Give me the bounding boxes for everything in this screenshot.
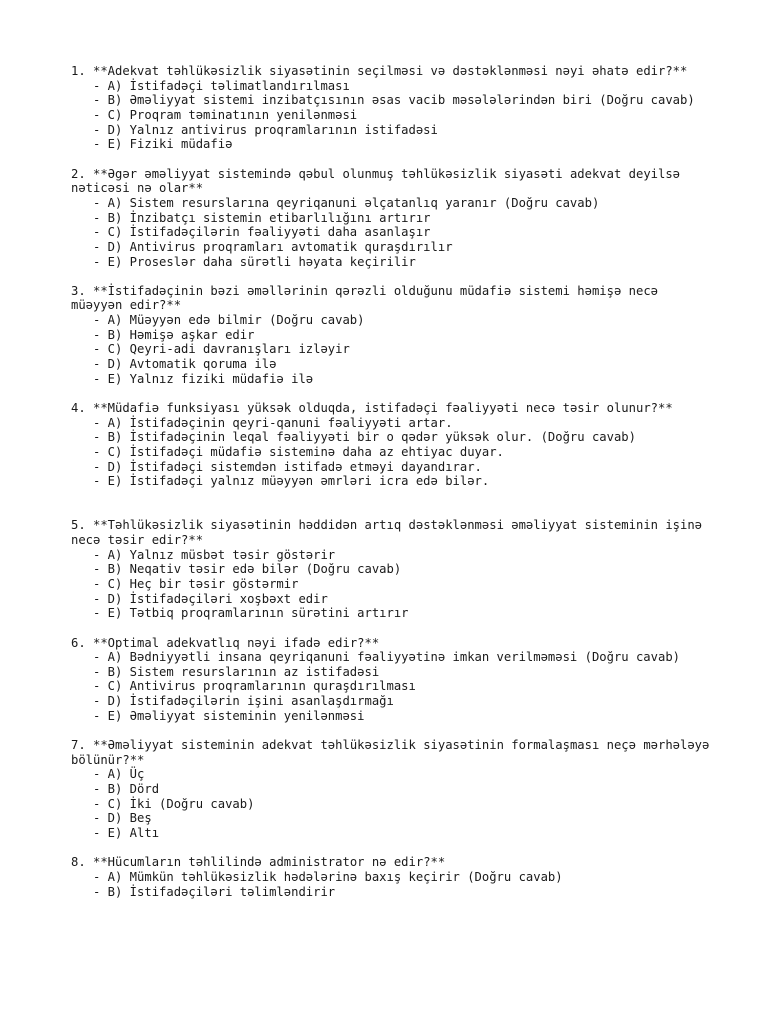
answer-option: - C) Qeyri-adi davranışları izləyir (93, 342, 350, 357)
answer-option: - C) İki (Doğru cavab) (93, 796, 255, 811)
question-title: 5. **Təhlükəsizlik siyasətinin həddidən artıq dəstəklənməsi əməliyyat sisteminin işinə necə təsir edir?** (71, 518, 703, 547)
question-2 (71, 167, 711, 270)
answer-option: - C) Antivirus proqramlarının quraşdırılması (93, 679, 416, 694)
answer-option: - D) İstifadəçilərin işini asanlaşdırmağı (93, 694, 394, 709)
question-7 (71, 738, 711, 841)
question-8 (71, 855, 711, 899)
question-4 (71, 401, 711, 489)
answer-option: - B) Həmişə aşkar edir (93, 327, 255, 342)
answer-option: - E) Yalnız fiziki müdafiə ilə (93, 371, 314, 386)
answer-option: - A) Yalnız müsbət təsir göstərir (93, 547, 336, 562)
answer-option: - C) İstifadəçilərin fəaliyyəti daha asanlaşır (93, 225, 431, 240)
answer-option: - D) Avtomatik qoruma ilə (93, 357, 277, 372)
answer-option: - A) Üç (93, 767, 145, 782)
question-title: 3. **İstifadəçinin bəzi əməllərinin qərəzli olduğunu müdafiə sistemi həmişə necə müəyyən edir?** (71, 283, 658, 313)
question-title: 7. **Əməliyyat sisteminin adekvat təhlükəsizlik siyasətinin formalaşması neçə mərhələyə bölünür?** (71, 738, 710, 767)
answer-option: - B) Neqativ təsir edə bilər (Doğru cavab) (93, 562, 402, 577)
answer-option: - B) İnzibatçı sistemin etibarlılığını artırır (93, 210, 431, 225)
answer-option: - E) Tətbiq proqramlarının sürətini artırır (93, 606, 409, 621)
answer-option: - D) Antivirus proqramları avtomatik quraşdırılır (93, 239, 453, 254)
answer-option: - B) İstifadəçinin leqal fəaliyyəti bir o qədər yüksək olur. (Doğru cavab) (93, 430, 636, 445)
question-1 (71, 64, 711, 152)
question-6 (71, 636, 711, 724)
answer-option: - E) İstifadəçi yalnız müəyyən əmrləri icra edə bilər. (93, 474, 490, 489)
question-title: 4. **Müdafiə funksiyası yüksək olduqda, istifadəçi fəaliyyəti necə təsir olunur?** (71, 401, 673, 416)
answer-option: - B) Dörd (93, 782, 160, 797)
answer-option: - D) İstifadəçi sistemdən istifadə etməyi dayandırar. (93, 459, 482, 474)
answer-option: - E) Proseslər daha sürətli həyata keçirilir (93, 254, 416, 269)
answer-option: - D) Beş (93, 811, 152, 826)
question-5 (71, 518, 711, 621)
answer-option: - A) İstifadəçinin qeyri-qanuni fəaliyyəti artar. (93, 415, 453, 430)
question-title: 8. **Hücumların təhlilində administrator nə edir?** (71, 855, 446, 870)
answer-option: - B) Sistem resurslarının az istifadəsi (93, 664, 380, 679)
question-title: 1. **Adekvat təhlükəsizlik siyasətinin seçilməsi və dəstəklənməsi nəyi əhatə edir?** (71, 64, 688, 78)
answer-option: - E) Fiziki müdafiə (93, 137, 233, 152)
answer-option: - A) İstifadəçi təlimatlandırılması (93, 78, 350, 93)
answer-option: - A) Bədniyyətli insana qeyriqanuni fəaliyyətinə imkan verilməməsi (Doğru cavab) (93, 650, 680, 665)
question-3 (71, 284, 711, 387)
question-title: 6. **Optimal adekvatlıq nəyi ifadə edir?** (71, 635, 380, 650)
answer-option: - C) Heç bir təsir göstərmir (93, 576, 299, 591)
answer-option: - A) Mümkün təhlükəsizlik hədələrinə baxış keçirir (Doğru cavab) (93, 869, 563, 884)
answer-option: - D) Yalnız antivirus proqramlarının istifadəsi (93, 122, 438, 137)
answer-option: - C) Proqram təminatının yenilənməsi (93, 107, 358, 122)
answer-option: - D) İstifadəçiləri xoşbəxt edir (93, 591, 328, 606)
document-body (71, 64, 711, 914)
answer-option: - B) Əməliyyat sistemi inzibatçısının əsas vacib məsələlərindən biri (Doğru cavab) (93, 93, 695, 108)
answer-option: - C) İstifadəçi müdafiə sisteminə daha az ehtiyac duyar. (93, 445, 504, 460)
answer-option: - A) Müəyyən edə bilmir (Doğru cavab) (93, 313, 365, 328)
answer-option: - B) İstifadəçiləri təlimləndirir (93, 884, 336, 899)
question-title: 2. **Əgər əməliyyat sistemində qəbul olunmuş təhlükəsizlik siyasəti adekvat deyilsə nəticəsi nə olar** (71, 166, 681, 196)
answer-option: - E) Altı (93, 826, 160, 841)
answer-option: - A) Sistem resurslarına qeyriqanuni əlçatanlıq yaranır (Doğru cavab) (93, 195, 600, 210)
answer-option: - E) Əməliyyat sisteminin yenilənməsi (93, 708, 365, 723)
